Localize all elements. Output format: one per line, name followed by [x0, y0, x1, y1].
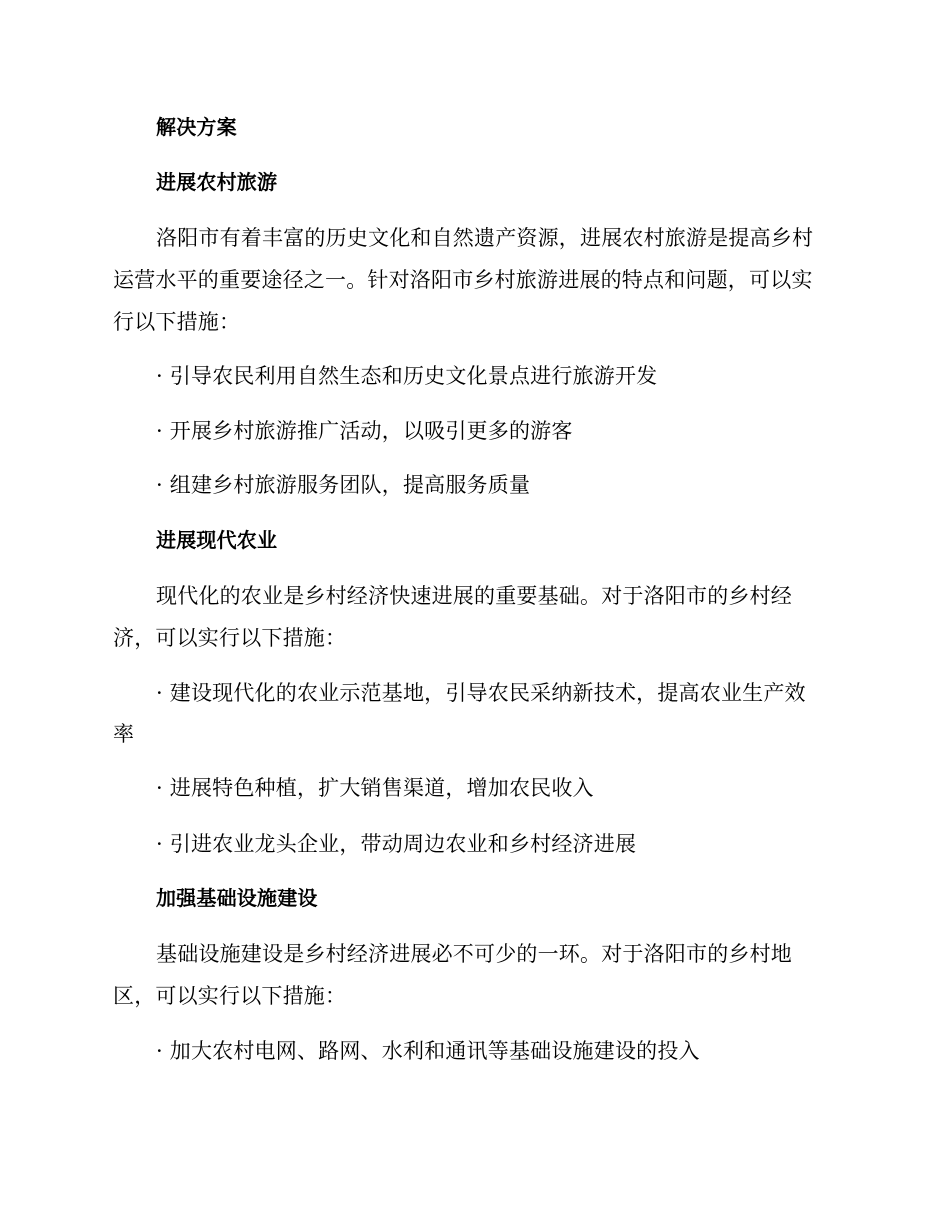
- bullet-item: · 加大农村电网、路网、水利和通讯等基础设施建设的投入: [156, 1039, 700, 1063]
- bullet-item: · 引导农民利用自然生态和历史文化景点进行旅游开发: [156, 364, 658, 388]
- paragraph-line: 济，可以实行以下措施：: [113, 626, 347, 650]
- bullet-item: · 建设现代化的农业示范基地，引导农民采纳新技术，提高农业生产效: [156, 681, 806, 705]
- section-heading-rural-tourism: 进展农村旅游: [156, 170, 278, 194]
- bullet-item: · 进展特色种植，扩大销售渠道，增加农民收入: [156, 776, 594, 800]
- bullet-item: · 引进农业龙头企业，带动周边农业和乡村经济进展: [156, 832, 637, 856]
- paragraph-line: 运营水平的重要途径之一。针对洛阳市乡村旅游进展的特点和问题，可以实: [113, 268, 813, 292]
- paragraph-line: 区，可以实行以下措施：: [113, 984, 347, 1008]
- paragraph-line: 行以下措施：: [113, 310, 241, 334]
- bullet-item: · 组建乡村旅游服务团队，提高服务质量: [156, 473, 531, 497]
- bullet-item: · 开展乡村旅游推广活动，以吸引更多的游客: [156, 419, 573, 443]
- paragraph-line: 洛阳市有着丰富的历史文化和自然遗产资源，进展农村旅游是提高乡村: [156, 226, 814, 250]
- section-heading-modern-agriculture: 进展现代农业: [156, 528, 278, 552]
- section-heading-infrastructure: 加强基础设施建设: [156, 886, 318, 910]
- heading-solution: 解决方案: [156, 115, 237, 139]
- paragraph-line: 基础设施建设是乡村经济进展必不可少的一环。对于洛阳市的乡村地: [156, 942, 792, 966]
- bullet-item-continuation: 率: [113, 722, 135, 746]
- paragraph-line: 现代化的农业是乡村经济快速进展的重要基础。对于洛阳市的乡村经: [156, 584, 792, 608]
